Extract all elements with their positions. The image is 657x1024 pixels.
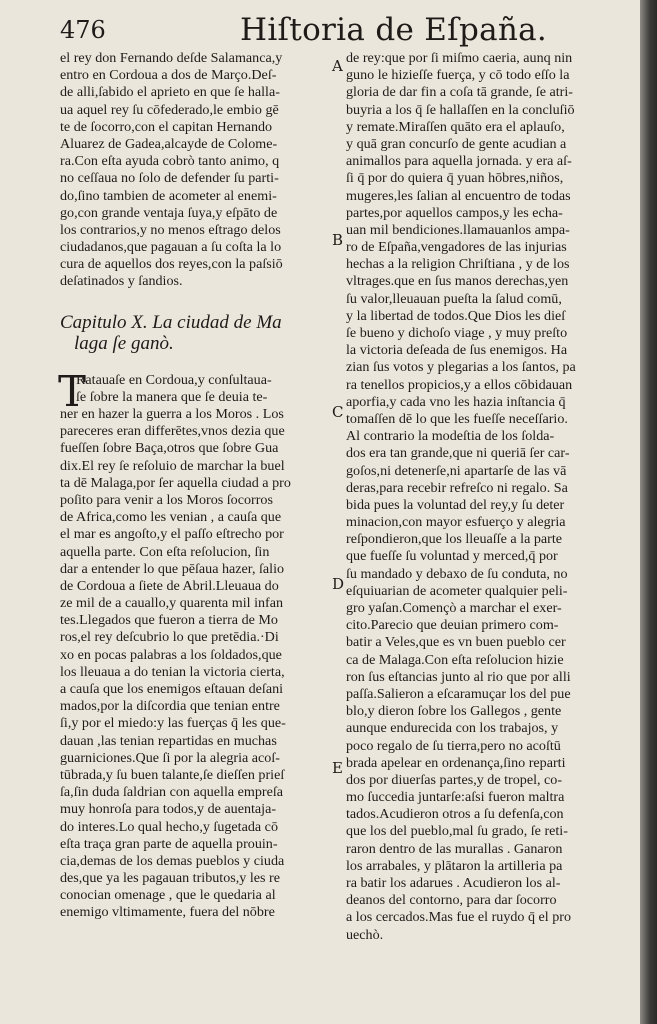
page-header <box>0 14 640 48</box>
text-line: blo,y dieron ſobre los Gallegos , gente <box>346 703 562 720</box>
text-line: enemigo vltimamente, fuera del nōbre <box>60 904 275 921</box>
text-line: conocian omenage , que le quedaria al <box>60 887 276 904</box>
text-line: ua aquel rey ſu cōfederado,le embio gē <box>60 101 279 118</box>
text-line: goſos,ni detenerſe,ni apartarſe de las vā <box>346 462 567 479</box>
text-line: los contrarios,y no menos eſtrago delos <box>60 221 281 238</box>
text-line: ro de Eſpaña,vengadores de las injurias <box>346 239 567 256</box>
text-line: des,que ya les pagauan tributos,y les re <box>60 870 280 887</box>
text-line: deras,para recebir refreſco ni regalo. Sa <box>346 479 568 496</box>
text-line: ze mil de a cauallo,y quarenta mil infan <box>60 595 284 612</box>
text-line: eſta traça gran parte de aquella prouin- <box>60 835 278 852</box>
text-line: aporfia,y cada vno les hazia inſtancia q̄ <box>346 393 566 410</box>
text-line: ſu valor,lleuauan pueſta la ſalud comū, <box>346 290 562 307</box>
text-line: dos era tan grande,que ni queriā ſer car- <box>346 445 570 462</box>
text-line: los arrabales, y plātaron la artilleria pa <box>346 857 563 874</box>
text-line: aunque endurecida con los trabajos, y <box>346 720 559 737</box>
text-line: animallos para aquella jornada. y era aſ- <box>346 153 572 170</box>
text-line: xo en pocas palabras a los ſoldados,que <box>60 646 282 663</box>
text-line: ca de Malaga.Con eſta reſolucion hizie <box>346 651 564 668</box>
text-line: dos por diuerſas partes,y de tropel, co- <box>346 771 563 788</box>
text-line: raron dentro de las murallas . Ganaron <box>346 840 563 857</box>
text-line: Aluarez de Gadea,alcayde de Colome- <box>60 135 278 152</box>
margin-letter-b: B <box>332 231 344 249</box>
text-line: do,ſino tambien de acometer al enemi- <box>60 187 277 204</box>
text-line: mo ſuccedia juntarſe:aſsi fueron maltra <box>346 789 565 806</box>
text-line: ſu mandado y debaxo de ſu conduta, no <box>346 565 568 582</box>
margin-letter-a: A <box>332 57 343 75</box>
text-line: minacion,con mayor esfuerço y alegria <box>346 514 566 531</box>
text-line: tes.Llegados que fueron a tierra de Mo <box>60 612 278 629</box>
chapter-spacer-bottom <box>60 354 332 372</box>
text-line: gro yaſan.Començò a marchar el exer- <box>346 600 562 616</box>
text-line: vltrages.que en ſus manos derechas,yen <box>346 273 569 290</box>
text-line: ſi q̄ por do quiera q̄ yuan hōbres,niños, <box>346 170 564 187</box>
text-line: ſe ſobre la manera que ſe deuia te- <box>76 388 268 405</box>
drop-cap-letter: T <box>58 366 87 416</box>
text-line: ſa,ſin duda ſaldrian con aquella empreſa <box>60 784 284 801</box>
left-column-text-before-chapter <box>60 50 332 291</box>
chapter-title-line-2: laga ſe ganò. <box>74 332 174 354</box>
text-line: poſito para venir a los Moros ſocorros <box>60 491 273 508</box>
text-line: ner en hazer la guerra a los Moros . Los <box>60 406 284 422</box>
text-line: que fueſſe ſu voluntad y merced,q̄ por <box>346 548 558 565</box>
text-line: poco regalo de ſu tierra,pero no acoſtū <box>346 737 561 754</box>
text-line: tados.Acudieron otros a ſu defenſa,con <box>346 806 564 823</box>
text-line: de Cordoua a ſiete de Abril.Lleuaua do <box>60 577 279 594</box>
text-line: aquella parte. Con eſta reſolucion, ſin <box>60 543 270 560</box>
text-line: reſpondieron,que los lleuaſſe a la parte <box>346 531 563 548</box>
text-line: el rey don Fernando deſde Salamanca,y <box>60 50 283 66</box>
text-line: buyria a los q̄ ſe hallaſſen en la concluſiō <box>346 101 575 118</box>
text-line: muy honroſa para todos,y de auentaja- <box>60 801 277 818</box>
text-line: dar a entender lo que pēſaua hazer, ſalio <box>60 560 285 577</box>
text-line: ſe bueno y dichoſo viage , y muy preſto <box>346 325 568 341</box>
right-column-text <box>346 50 616 944</box>
right-column <box>346 50 616 944</box>
left-column-text-after-chapter <box>58 366 332 922</box>
text-line: partes,por aquellos campos,y les echa- <box>346 204 563 221</box>
text-line: gloria de dar fin a coſa tā grande, ſe atri- <box>346 84 573 101</box>
text-line: deanos del contorno, para dar ſocorro <box>346 892 557 909</box>
text-line: dix.El rey ſe reſoluio de marchar la buel <box>60 457 285 474</box>
text-line: mugeres,les ſalian al encuentro de todas <box>346 187 571 204</box>
text-line: y quā gran concurſo de gente acudian a <box>346 135 567 152</box>
text-line: mados,por la diſcordia que tenian entre <box>60 698 280 715</box>
text-line: hechas a la religion Chriſtiana , y de los <box>346 256 570 273</box>
text-line: guno le hizieſſe fuerça, y cō todo eſſo la <box>346 67 570 84</box>
text-line: ra tenellos propicios,y a ellos cōbidauan <box>346 376 573 393</box>
text-line: y remate.Miraſſen quāto era el aplauſo, <box>346 118 565 135</box>
text-line: tūbrada,y ſu buen talante,ſe dieſſen prieſ <box>60 766 285 783</box>
text-line: Ratauaſe en Cordoua,y conſultaua- <box>76 371 272 388</box>
text-line: ra.Con eſta ayuda cobrò tanto animo, q <box>60 153 280 170</box>
left-column <box>60 50 332 922</box>
text-line: pareceres eran differētes,vnos dezia que <box>60 423 285 440</box>
text-line: y la libertad de todos.Que Dios les dieſ <box>346 307 566 324</box>
text-line: de alli,ſabido el aprieto en que ſe halla- <box>60 84 280 101</box>
chapter-title-line-1: Capitulo X. La ciudad de Ma <box>60 311 282 333</box>
margin-letter-e: E <box>332 759 343 777</box>
text-line: ron ſus eſtancias junto al rio que por alli <box>346 668 571 685</box>
text-line: no ceſſaua no ſolo de defender ſu parti- <box>60 170 279 187</box>
chapter-heading <box>60 312 332 354</box>
text-line: uechò. <box>346 926 384 943</box>
text-line: go,con grande ventaja ſuya,y eſpāto de <box>60 204 278 221</box>
text-line: bida pues la voluntad del rey,y ſu deter <box>346 496 565 513</box>
text-line: ta dē Malaga,por ſer aquella ciudad a pro <box>60 474 291 491</box>
text-line: guarniciones.Que ſi por la alegria acoſ- <box>60 749 280 766</box>
text-line: ra batir los adarues . Acudieron los al- <box>346 875 561 891</box>
text-line: a cauſa que los enemigos eſtauan deſani <box>60 681 284 697</box>
margin-letter-d: D <box>332 575 345 593</box>
chapter-spacer-top <box>60 291 332 312</box>
text-line: el mar es angoſto,y el paſſo eſtrecho por <box>60 526 284 543</box>
text-line: deſatinados y ſandios. <box>60 273 183 290</box>
page-edge-shadow <box>640 0 657 1024</box>
text-line: cia,demas de los demas pueblos y ciuda <box>60 852 285 869</box>
text-line: ſi,y por el miedo:y las fuerças q̄ les que- <box>60 715 286 732</box>
text-line: a los cercados.Mas fue el ruydo q̄ el pro <box>346 909 572 926</box>
text-line: Al contrario la modeſtia de los ſolda- <box>346 428 555 445</box>
text-line: uan mil bendiciones.llamauanlos ampa- <box>346 221 570 238</box>
text-line: eſquiuarian de acometer qualquier peli- <box>346 582 568 599</box>
text-line: brada apelear en ordenança,ſino reparti <box>346 754 566 771</box>
text-line: te de ſocorro,con el capitan Hernando <box>60 118 273 135</box>
text-line: dauan ,las tenian repartidas en muchas <box>60 732 277 749</box>
text-line: do interes.Lo qual hecho,y ſugetada cō <box>60 818 278 835</box>
text-line: paſſa.Salieron a eſcaramuçar los del pue <box>346 685 571 702</box>
page-number: 476 <box>60 16 106 44</box>
text-line: de rey:que por ſi miſmo caeria, aunq nin <box>346 50 573 66</box>
text-line: cito.Parecio que deuian primero com- <box>346 617 559 634</box>
text-line: ciudadanos,que pagauan a ſu coſta la lo <box>60 239 282 256</box>
text-line: entro en Cordoua a dos de Março.Deſ- <box>60 67 277 84</box>
text-line: zian ſus votos y plegarias a los ſantos, pa <box>346 359 576 376</box>
text-line: la victoria deſeada de ſus enemigos. Ha <box>346 342 568 359</box>
text-line: batir a Veles,que es vn buen pueblo cer <box>346 634 566 651</box>
text-line: tomaſſen dē lo que les fueſſe neceſſario. <box>346 410 568 427</box>
text-line: de Africa,como les venian , a cauſa que <box>60 509 282 526</box>
margin-letter-c: C <box>332 403 344 421</box>
text-line: fueſſen ſobre Baça,otros que ſobre Gua <box>60 440 279 457</box>
text-line: ros,el rey deſcubrio lo que pretēdia.·Di <box>60 629 279 646</box>
text-line: los lleuaua a do tenian la victoria cierta, <box>60 663 285 680</box>
text-line: cura de aquellos dos reyes,con la paſsiō <box>60 256 283 273</box>
text-line: que los del pueblo,mal ſu grado, ſe reti- <box>346 823 568 840</box>
running-title: Hiſtoria de Eſpaña. <box>240 12 548 48</box>
